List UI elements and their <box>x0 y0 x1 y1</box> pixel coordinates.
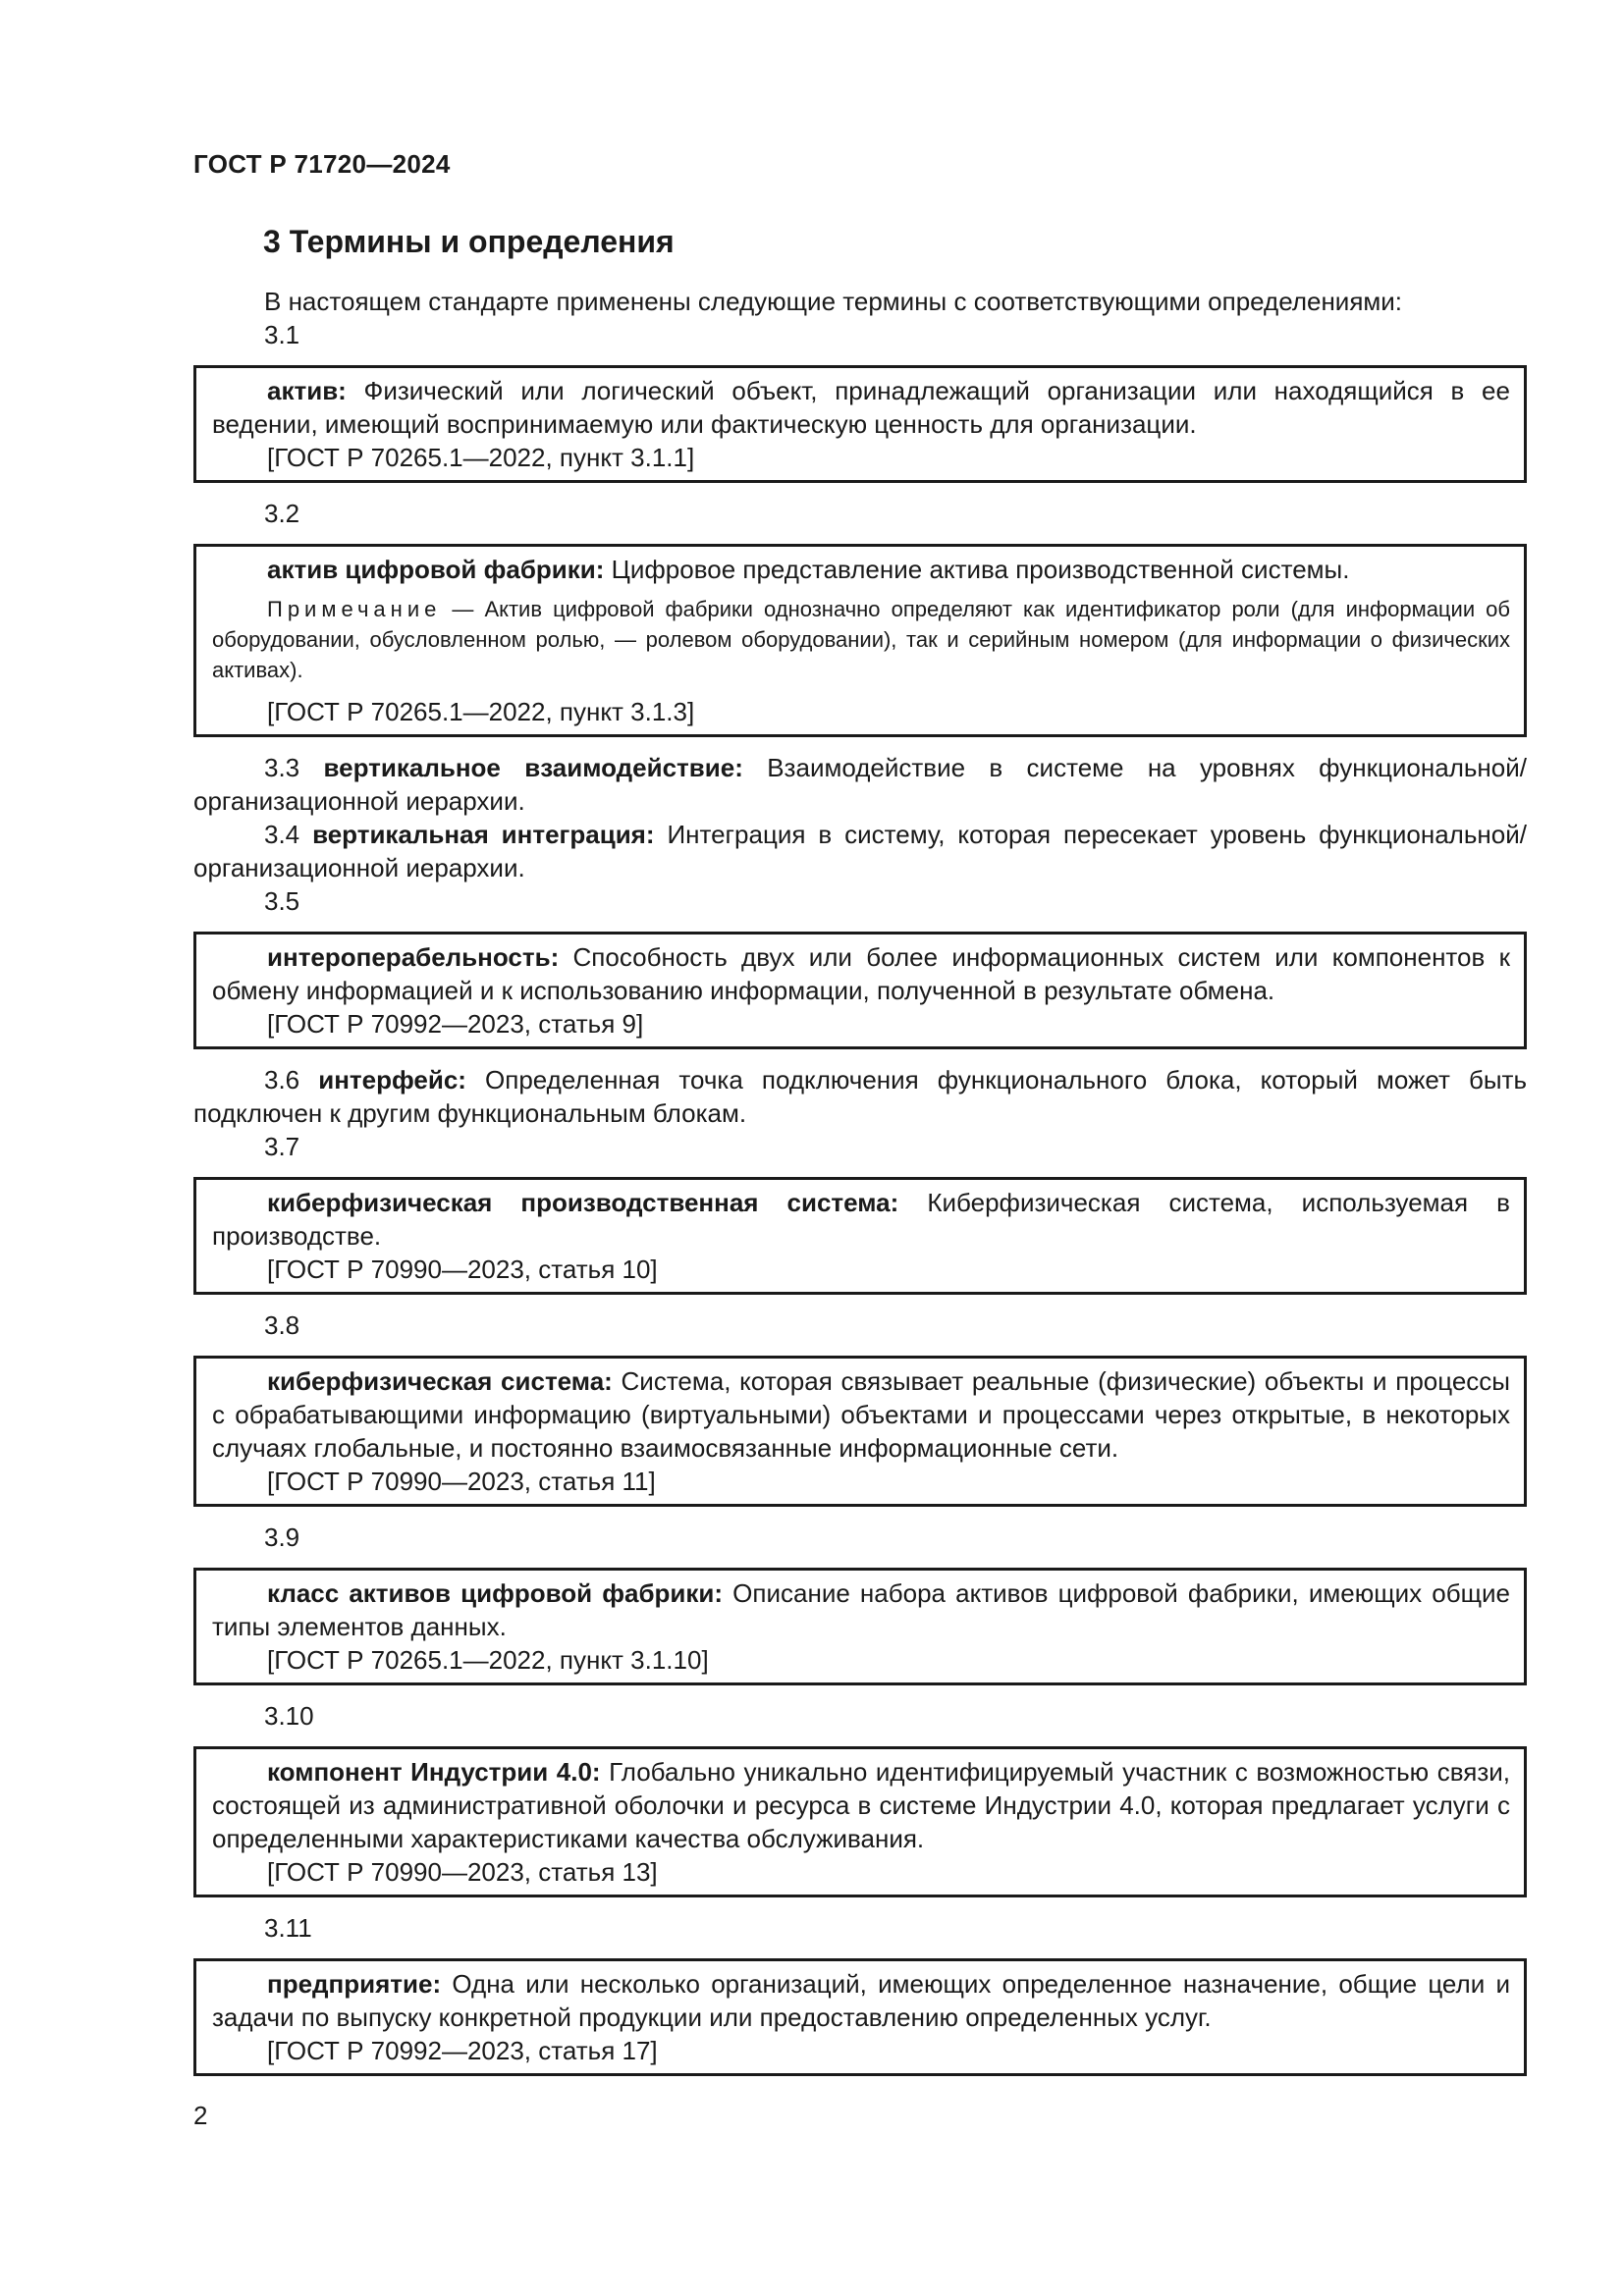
terms-content <box>193 285 1527 2076</box>
inline-term-entry <box>193 1063 1527 1130</box>
definition-text: Цифровое представление актива производственной системы. <box>611 555 1350 584</box>
term-source: [ГОСТ Р 70990—2023, статья 13] <box>267 1857 658 1887</box>
term-box <box>193 365 1527 483</box>
term-box <box>193 1356 1527 1507</box>
term-definition <box>212 1186 1510 1253</box>
term-box <box>193 544 1527 737</box>
definition-text: Способность двух или более информационных систем или компонентов к обмену информацией и к использованию информации, полученной в результате обмена. <box>212 942 1510 1005</box>
term-name: вертикальная интеграция: <box>312 820 655 849</box>
term-source: [ГОСТ Р 70990—2023, статья 11] <box>267 1467 656 1496</box>
definition-text: Система, которая связывает реальные (физические) объекты и процессы с обрабатывающими информацию (виртуальными) объектами и процессами через открытые, в некоторых случаях глобальные, и постоянно взаимосвязанные информационные сети. <box>212 1366 1510 1463</box>
term-definition <box>212 374 1510 441</box>
entry-number: 3.7 <box>264 1132 300 1161</box>
term-name: киберфизическая производственная система: <box>267 1188 899 1217</box>
definition-text: Физический или логический объект, принадлежащий организации или находящийся в ее ведении, имеющий воспринимаемую или фактическую ценность для организации. <box>212 376 1510 439</box>
term-source: [ГОСТ Р 70990—2023, статья 10] <box>267 1255 658 1284</box>
definition-text: Определенная точка подключения функционального блока, который может быть подключен к другим функциональным блокам. <box>193 1065 1527 1128</box>
term-source: [ГОСТ Р 70265.1—2022, пункт 3.1.10] <box>267 1645 709 1675</box>
term-definition <box>212 1967 1510 2034</box>
term-source: [ГОСТ Р 70265.1—2022, пункт 3.1.1] <box>267 443 695 472</box>
inline-term-entry <box>193 751 1527 818</box>
term-name: компонент Индустрии 4.0: <box>267 1757 601 1787</box>
entry-number: 3.2 <box>264 499 300 528</box>
term-name: интероперабельность: <box>267 942 560 972</box>
standard-header: ГОСТ Р 71720—2024 <box>193 149 451 179</box>
inline-term-entry <box>193 818 1527 884</box>
entry-number: 3.6 <box>264 1065 300 1095</box>
entry-number: 3.5 <box>264 886 300 916</box>
entry-number: 3.4 <box>264 820 300 849</box>
term-box <box>193 1746 1527 1897</box>
term-name: актив цифровой фабрики: <box>267 555 605 584</box>
term-name: класс активов цифровой фабрики: <box>267 1578 724 1608</box>
entry-number: 3.9 <box>264 1522 300 1552</box>
term-name: предприятие: <box>267 1969 442 1999</box>
term-definition <box>212 553 1510 586</box>
entry-number: 3.3 <box>264 753 300 782</box>
term-name: киберфизическая система: <box>267 1366 613 1396</box>
note-label: Примечание <box>267 597 442 621</box>
term-definition <box>212 1755 1510 1855</box>
term-note <box>212 594 1510 685</box>
definition-text: Интеграция в систему, которая пересекает уровень функциональной/организационной иерархии. <box>193 820 1527 882</box>
term-box <box>193 1177 1527 1295</box>
definition-text: Глобально уникально идентифицируемый участник с возможностью связи, состоящей из административной оболочки и ресурса в системе Индустрии 4.0, которая предлагает услуги с определенными характеристиками качества обслуживания. <box>212 1757 1510 1853</box>
term-box <box>193 1568 1527 1685</box>
term-box <box>193 932 1527 1049</box>
definition-text: Киберфизическая система, используемая в производстве. <box>212 1188 1510 1251</box>
entry-number: 3.10 <box>264 1701 314 1731</box>
note-text: — Актив цифровой фабрики однозначно определяют как идентификатор роли (для информации об оборудовании, обусловленном ролью, — ролевом оборудовании), так и серийным номером (для информации о физических активах). <box>212 597 1510 682</box>
section-title: 3 Термины и определения <box>263 224 675 259</box>
term-name: вертикальное взаимодействие: <box>323 753 743 782</box>
term-source: [ГОСТ Р 70992—2023, статья 17] <box>267 2036 658 2065</box>
term-definition <box>212 940 1510 1007</box>
definition-text: Взаимодействие в системе на уровнях функциональной/организационной иерархии. <box>193 753 1527 816</box>
entry-number: 3.11 <box>264 1913 312 1943</box>
term-name: актив: <box>267 376 347 405</box>
entry-number: 3.1 <box>264 320 300 349</box>
definition-text: Одна или несколько организаций, имеющих определенное назначение, общие цели и задачи по выпуску конкретной продукции или предоставлению определенных услуг. <box>212 1969 1510 2032</box>
term-definition <box>212 1364 1510 1465</box>
intro-text: В настоящем стандарте применены следующие термины с соответствующими определениями: <box>264 287 1403 316</box>
term-source: [ГОСТ Р 70265.1—2022, пункт 3.1.3] <box>267 697 695 726</box>
term-name: интерфейс: <box>318 1065 466 1095</box>
term-box <box>193 1958 1527 2076</box>
term-definition <box>212 1576 1510 1643</box>
definition-text: Описание набора активов цифровой фабрики, имеющих общие типы элементов данных. <box>212 1578 1510 1641</box>
entry-number: 3.8 <box>264 1310 300 1340</box>
page-number: 2 <box>193 2101 208 2130</box>
term-source: [ГОСТ Р 70992—2023, статья 9] <box>267 1009 644 1039</box>
